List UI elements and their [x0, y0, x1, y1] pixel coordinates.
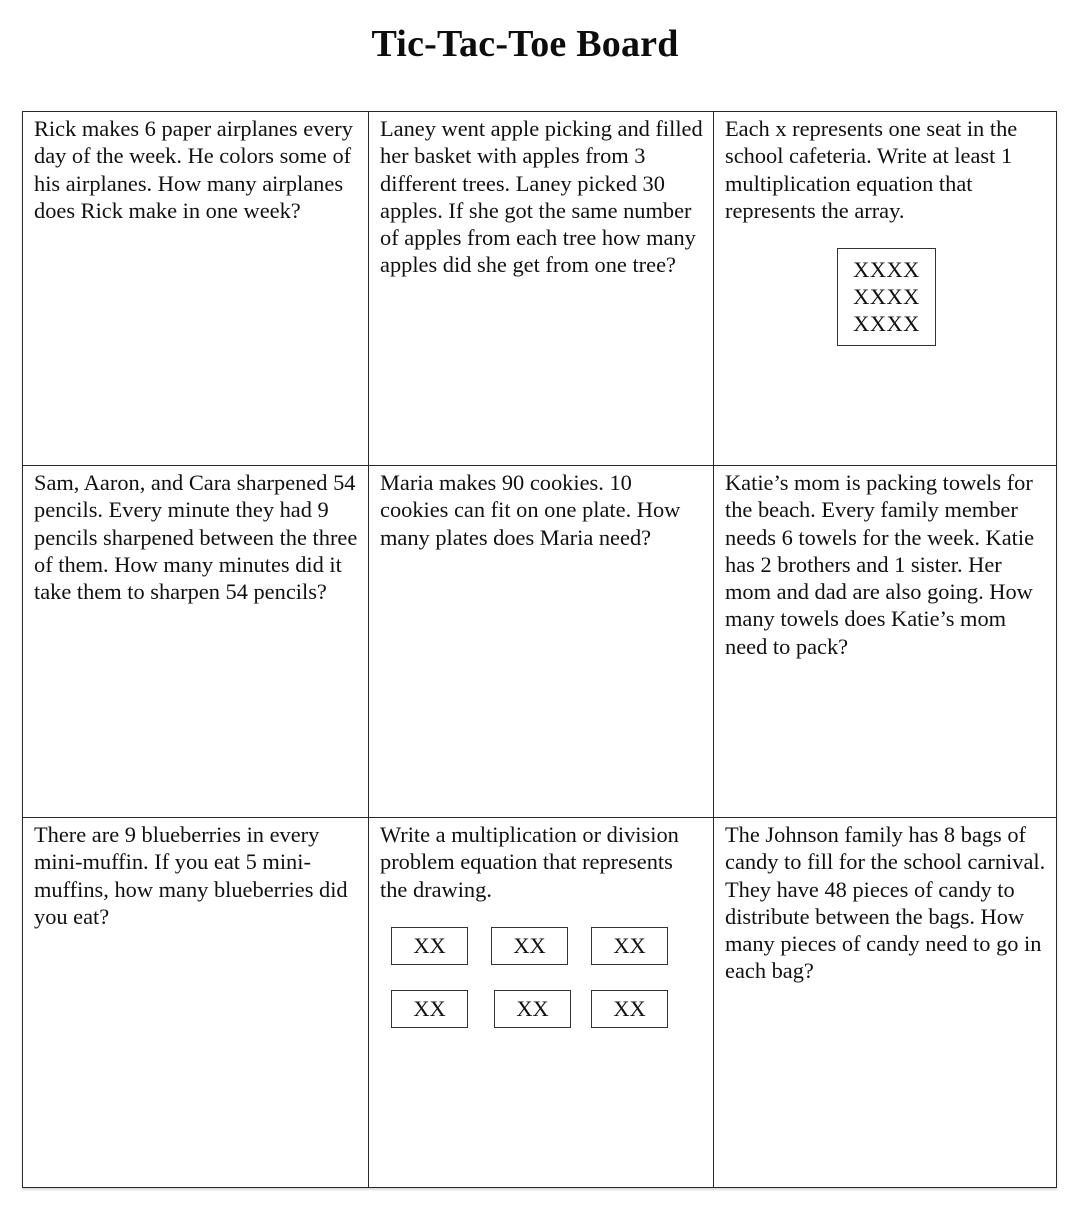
tic-tac-toe-board [22, 111, 1057, 1188]
question-text: Maria makes 90 cookies. 10 cookies can fit on one plate. How many plates does Maria need? [380, 470, 681, 550]
array-row: XXXX [853, 284, 920, 309]
array-row: XXXX [853, 311, 920, 336]
board-cell-2 [368, 112, 713, 465]
board-cell-1 [23, 112, 368, 465]
group-box: XX [391, 927, 468, 965]
question-text: The Johnson family has 8 bags of candy to fill for the school carnival. They have 48 pieces of candy to distribute between the bags. How many pieces of candy need to go in each bag? [725, 822, 1046, 984]
board-cell-5 [368, 465, 713, 817]
question-text: Write a multiplication or division problem equation that represents the drawing. [380, 822, 679, 902]
group-box: XX [494, 990, 571, 1028]
board-cell-4 [23, 465, 368, 817]
group-box: XX [591, 927, 668, 965]
question-text: Each x represents one seat in the school cafeteria. Write at least 1 multiplication equation that represents the array. [725, 116, 1018, 223]
board-cell-6 [713, 465, 1056, 817]
question-text: Katie’s mom is packing towels for the beach. Every family member needs 6 towels for the week. Katie has 2 brothers and 1 sister. Her mom and dad are also going. How many towels does Katie’s mom need to pack? [725, 470, 1035, 659]
group-box: XX [391, 990, 468, 1028]
seat-array-box [837, 248, 936, 346]
question-text: Laney went apple picking and filled her basket with apples from 3 different trees. Laney picked 30 apples. If she got the same number of apples from each tree how many apples did she get from one tree? [380, 116, 703, 278]
question-text: Sam, Aaron, and Cara sharpened 54 pencils. Every minute they had 9 pencils sharpened between the three of them. How many minutes did it take them to sharpen 54 pencils? [34, 470, 358, 605]
question-text: Rick makes 6 paper airplanes every day of the week. He colors some of his airplanes. How many airplanes does Rick make in one week? [34, 116, 353, 223]
array-row: XXXX [853, 257, 920, 282]
board-cell-7 [23, 817, 368, 1187]
board-cell-8 [368, 817, 713, 1187]
question-text: There are 9 blueberries in every mini-muffin. If you eat 5 mini-muffins, how many blueberries did you eat? [34, 822, 348, 929]
board-cell-9 [713, 817, 1056, 1187]
page-title: Tic-Tac-Toe Board [371, 23, 679, 65]
board-cell-3 [713, 112, 1056, 465]
group-box: XX [591, 990, 668, 1028]
group-box: XX [491, 927, 568, 965]
